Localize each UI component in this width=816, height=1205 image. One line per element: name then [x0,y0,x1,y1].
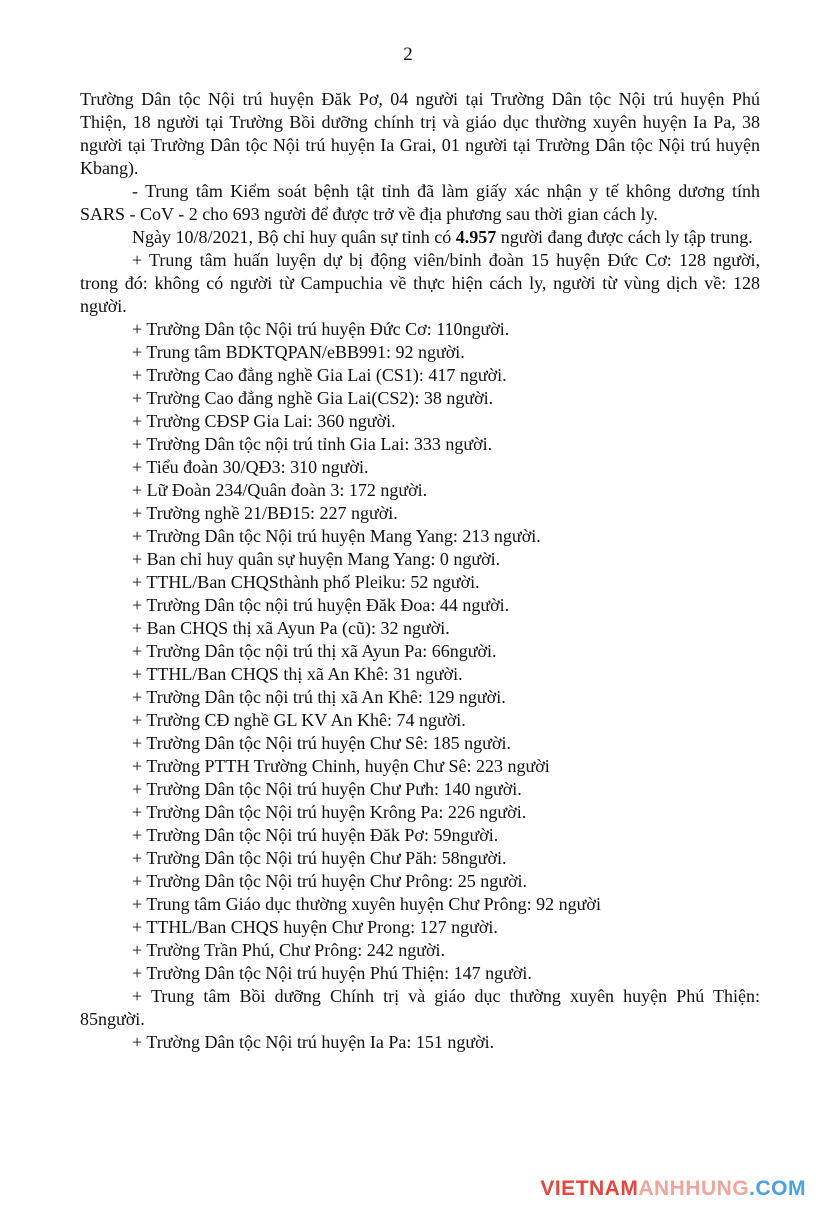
facility-item: + Trường Dân tộc Nội trú huyện Mang Yang: 213 người. [132,526,541,546]
facility-item: + Tiểu đoàn 30/QĐ3: 310 người. [132,457,369,477]
facility-item: + Lữ Đoàn 234/Quân đoàn 3: 172 người. [132,480,428,500]
intro-continuation-paragraph: Trường Dân tộc Nội trú huyện Đăk Pơ, 04 người tại Trường Dân tộc Nội trú huyện Phú Thiện, 18 người tại Trường Bồi dưỡng chính trị và giáo dục thường xuyên huyện Ia Pa, 38 người tại Trường Dân tộc Nội trú huyện Ia Grai, 01 người tại Trường Dân tộc Nội trú huyện Kbang). [80,89,760,178]
facility-item: + Trường Dân tộc nội trú thị xã Ayun Pa: 66người. [132,641,497,661]
facility-item: + Trường Dân tộc nội trú huyện Đăk Đoa: 44 người. [132,595,510,615]
facility-item: + Trung tâm huấn luyện dự bị động viên/binh đoàn 15 huyện Đức Cơ: 128 người, trong đó: không có người từ Campuchia về thực hiện cách ly, người từ vùng dịch về: 128 người. [80,250,760,316]
facility-item: + TTHL/Ban CHQS huyện Chư Prong: 127 người. [132,917,498,937]
watermark-part-3: .COM [749,1177,806,1200]
facility-item: + Trường Cao đẳng nghề Gia Lai (CS1): 417 người. [132,365,507,385]
facility-item: + Trường Dân tộc Nội trú huyện Chư Prông: 25 người. [132,871,527,891]
facility-item: + Trường Dân tộc Nội trú huyện Krông Pa: 226 người. [132,802,527,822]
summary-paragraph [80,226,760,249]
facility-item: + TTHL/Ban CHQSthành phố Pleiku: 52 người. [132,572,480,592]
facility-item: + Trường Dân tộc Nội trú huyện Chư Pưh: 140 người. [132,779,522,799]
facility-item: + Ban CHQS thị xã Ayun Pa (cũ): 32 người. [132,618,450,638]
facility-item: + Trường Dân tộc Nội trú huyện Chư Păh: 58người. [132,848,507,868]
facility-item: + Trường CĐ nghề GL KV An Khê: 74 người. [132,710,466,730]
watermark-part-2: ANHHUNG [638,1177,750,1200]
facility-list [80,249,760,1054]
facility-item: + Trường Trần Phú, Chư Prông: 242 người. [132,940,446,960]
facility-item: + Ban chỉ huy quân sự huyện Mang Yang: 0 người. [132,549,501,569]
facility-item: + Trung tâm BDKTQPAN/eBB991: 92 người. [132,342,465,362]
facility-item: + Trường CĐSP Gia Lai: 360 người. [132,411,396,431]
site-watermark [540,1177,806,1201]
watermark-part-1: VIETNAM [540,1177,639,1200]
facility-item: + Trường Dân tộc Nội trú huyện Phú Thiện: 147 người. [132,963,532,983]
facility-item: + Trường Dân tộc Nội trú huyện Đăk Pơ: 59người. [132,825,499,845]
facility-item: + Trường Cao đẳng nghề Gia Lai(CS2): 38 người. [132,388,494,408]
page-number: 2 [403,44,413,65]
facility-item: + Trường Dân tộc Nội trú huyện Đức Cơ: 110người. [132,319,510,339]
facility-item: + Trường Dân tộc Nội trú huyện Chư Sê: 185 người. [132,733,511,753]
facility-item: + Trường Dân tộc nội trú thị xã An Khê: 129 người. [132,687,506,707]
facility-item: + Trường Dân tộc nội trú tỉnh Gia Lai: 333 người. [132,434,493,454]
document-body [80,88,760,1054]
summary-text-before: Ngày 10/8/2021, Bộ chỉ huy quân sự tỉnh có [132,227,456,247]
facility-item: + Trường nghề 21/BĐ15: 227 người. [132,503,398,523]
facility-item: + Trường PTTH Trường Chinh, huyện Chư Sê: 223 người [132,756,550,776]
summary-text-after: người đang được cách ly tập trung. [496,227,753,247]
facility-item: + Trung tâm Bồi dưỡng Chính trị và giáo dục thường xuyên huyện Phú Thiện: 85người. [80,986,760,1029]
cdc-paragraph: - Trung tâm Kiểm soát bệnh tật tỉnh đã làm giấy xác nhận y tế không dương tính SARS - CoV - 2 cho 693 người để được trở về địa phương sau thời gian cách ly. [80,181,760,224]
facility-item: + Trung tâm Giáo dục thường xuyên huyện Chư Prông: 92 người [132,894,601,914]
facility-item: + TTHL/Ban CHQS thị xã An Khê: 31 người. [132,664,463,684]
facility-item: + Trường Dân tộc Nội trú huyện Ia Pa: 151 người. [132,1032,495,1052]
summary-total: 4.957 [455,227,497,247]
